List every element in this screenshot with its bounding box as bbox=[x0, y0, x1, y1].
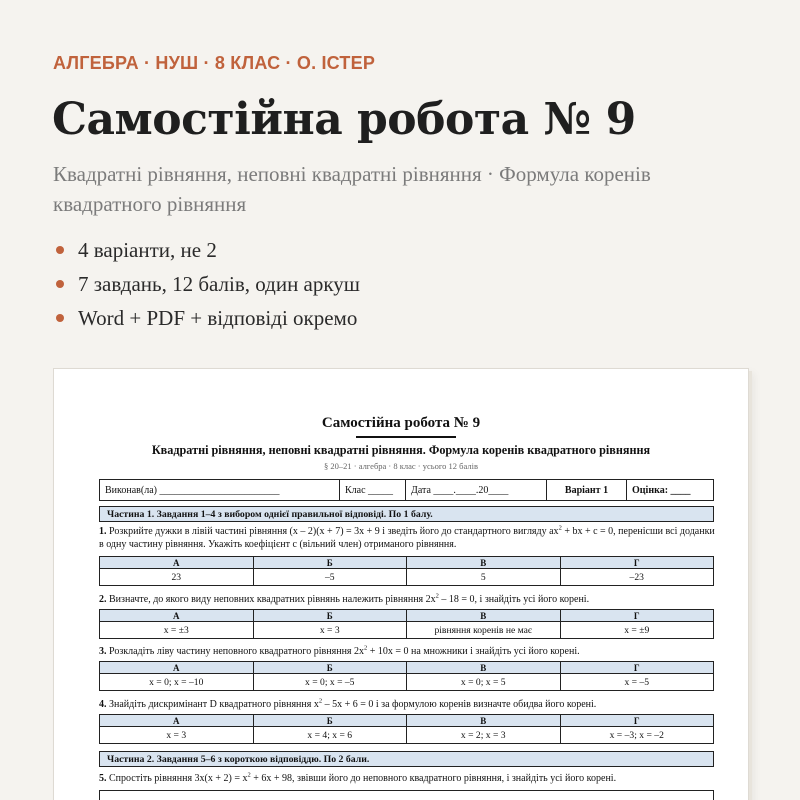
option-g: –23 bbox=[560, 569, 714, 586]
feature-item: 7 завдань, 12 балів, один аркуш bbox=[53, 267, 360, 301]
part-2-header: Частина 2. Завдання 5–6 з короткою відповіддю. По 2 бали. bbox=[99, 751, 714, 767]
bullet-dot-icon bbox=[56, 280, 64, 288]
option-g: x = –5 bbox=[560, 674, 714, 691]
page-subtitle: Квадратні рівняння, неповні квадратні рівняння · Формула коренів квадратного рівняння bbox=[53, 162, 651, 216]
option-b: x = 4; x = 6 bbox=[253, 727, 407, 744]
option-b: x = 0; x = –5 bbox=[253, 674, 407, 691]
option-v: x = 0; x = 5 bbox=[407, 674, 561, 691]
course-kicker: АЛГЕБРА · НУШ · 8 КЛАС · О. ІСТЕР bbox=[53, 53, 376, 73]
question-4-options: А Б В Г x = 3 x = 4; x = 6 x = 2; x = 3 x = –3; x = –2 bbox=[99, 714, 714, 744]
title-underline bbox=[356, 436, 456, 438]
option-v: x = 2; x = 3 bbox=[407, 727, 561, 744]
worksheet-preview bbox=[53, 368, 749, 800]
name-field: Виконав(ла) ________________________ bbox=[100, 480, 340, 501]
answer-box bbox=[99, 790, 714, 800]
option-a: x = ±3 bbox=[100, 622, 254, 639]
worksheet-subtitle: Квадратні рівняння, неповні квадратні рівняння. Формула коренів квадратного рівняння bbox=[151, 443, 651, 457]
option-a: x = 3 bbox=[100, 727, 254, 744]
feature-item: Word + PDF + відповіді окремо bbox=[53, 301, 360, 335]
option-a: 23 bbox=[100, 569, 254, 586]
student-info-row bbox=[99, 479, 714, 501]
question-1: 1. Розкрийте дужки в лівій частині рівняння (x – 2)(x + 7) = 3x + 9 і зведіть його до стандартного вигляду $ax^2$ + bx + c = 0, перенісши всі доданки в одну частину рівняння. Укажіть коефіцієнт c (вільний член) отриманого рівняння. bbox=[99, 524, 715, 550]
option-g: x = ±9 bbox=[560, 622, 714, 639]
option-a: x = 0; x = –10 bbox=[100, 674, 254, 691]
page-title: Самостійна робота № 9 bbox=[52, 94, 636, 145]
variant-label: Варіант 1 bbox=[547, 480, 627, 501]
date-field: Дата ____.____.20____ bbox=[406, 480, 547, 501]
score-field: Оцінка: ____ bbox=[627, 480, 714, 501]
question-1-options: А Б В Г 23 –5 5 –23 bbox=[99, 556, 714, 586]
question-3-options: А Б В Г x = 0; x = –10 x = 0; x = –5 x = 0; x = 5 x = –5 bbox=[99, 661, 714, 691]
option-b: –5 bbox=[253, 569, 407, 586]
question-4: 4. Знайдіть дискримінант D квадратного рівняння $x^2 - 5x + 6 = 0$ і за формулою коренів визначте обидва його корені. bbox=[99, 697, 597, 710]
bullet-dot-icon bbox=[56, 314, 64, 322]
part-1-header: Частина 1. Завдання 1–4 з вибором однієї правильної відповіді. По 1 балу. bbox=[99, 506, 714, 522]
feature-list bbox=[53, 233, 360, 335]
question-3: 3. Розкладіть ліву частину неповного квадратного рівняння $2x^2 + 10x = 0$ на множники і знайдіть усі його корені. bbox=[99, 644, 580, 657]
worksheet-title: Самостійна робота № 9 bbox=[321, 415, 481, 431]
option-b: x = 3 bbox=[253, 622, 407, 639]
option-g: x = –3; x = –2 bbox=[560, 727, 714, 744]
worksheet-meta: § 20–21 · алгебра · 8 клас · усього 12 балів bbox=[324, 461, 478, 471]
class-field: Клас _____ bbox=[340, 480, 406, 501]
option-v: 5 bbox=[407, 569, 561, 586]
question-5: 5. Спростіть рівняння $3x(x + 2) = x^2 + 6x + 98$, звівши його до неповного квадратного рівняння, і знайдіть усі його корені. bbox=[99, 771, 617, 784]
bullet-dot-icon bbox=[56, 246, 64, 254]
feature-item: 4 варіанти, не 2 bbox=[53, 233, 360, 267]
option-v: рівняння коренів не має bbox=[407, 622, 561, 639]
question-2: 2. Визначте, до якого виду неповних квадратних рівнянь належить рівняння $2x^2 - 18 = 0$, і знайдіть усі його корені. bbox=[99, 592, 590, 605]
question-2-options: А Б В Г x = ±3 x = 3 рівняння коренів не має x = ±9 bbox=[99, 609, 714, 639]
